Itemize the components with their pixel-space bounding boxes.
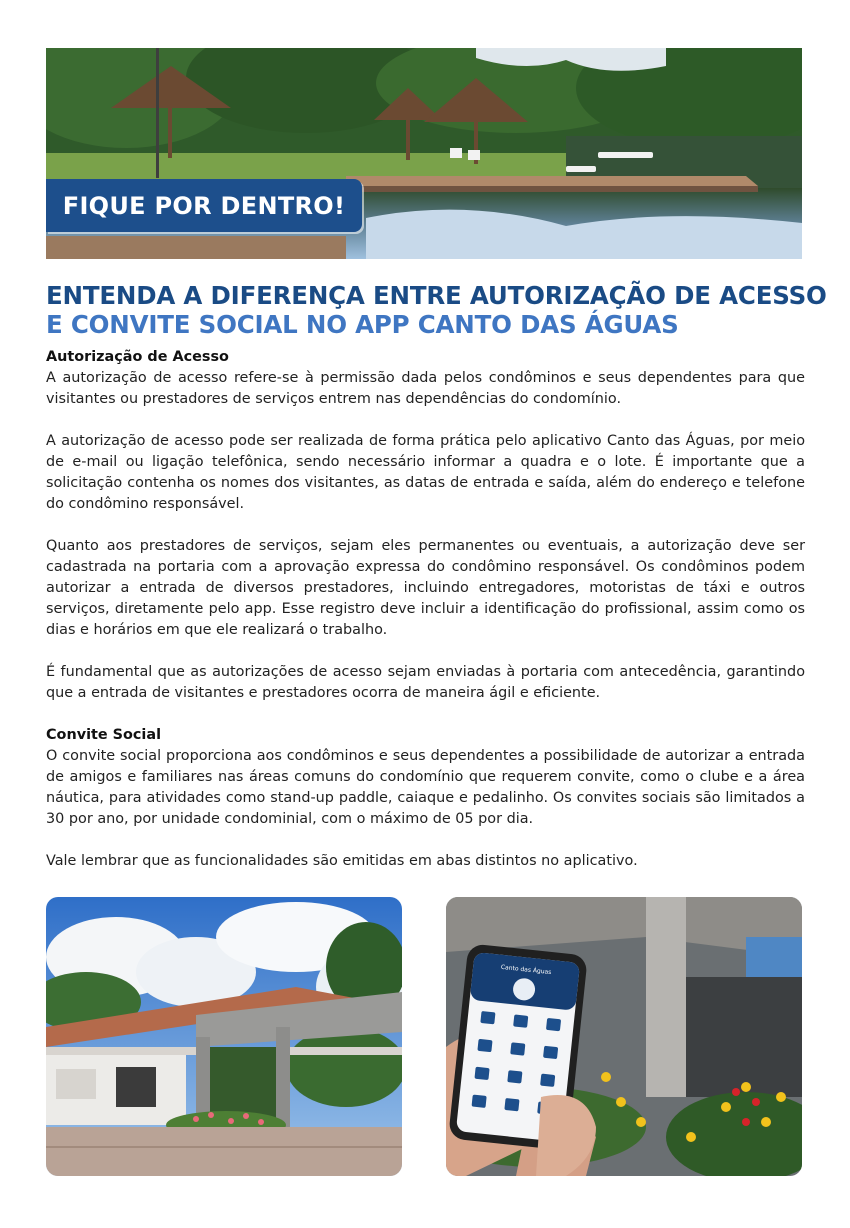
section-heading-social: Convite Social [46, 727, 162, 743]
access-paragraph-2: A autorização de acesso pode ser realizada de forma prática pelo aplicativo Canto das Águas, por meio de e-mail ou ligação telefônica, sendo necessário informar a quadra e o lote. É importante que a solicitação contenha os nomes dos visitantes, as datas de entrada e saída, além do endereço e telefone do condômino responsável. [46, 433, 805, 512]
access-paragraph-3: Quanto aos prestadores de serviços, sejam eles permanentes ou eventuais, a autorização deve ser cadastrada na portaria com a aprovação expressa do condômino responsável. Os condôminos podem autorizar a entrada de diversos prestadores, incluindo entregadores, motoristas de táxi e outros serviços, diretamente pelo app. Esse registro deve incluir a identificação do profissional, assim como os dias e horários em que ele realizará o trabalho. [46, 538, 805, 638]
headline-line-2: E CONVITE SOCIAL NO APP CANTO DAS ÁGUAS [46, 310, 679, 339]
social-paragraph-2: Vale lembrar que as funcionalidades são emitidas em abas distintos no aplicativo. [46, 853, 638, 869]
app-phone-photo [446, 897, 802, 1176]
headline-line-1: ENTENDA A DIFERENÇA ENTRE AUTORIZAÇÃO DE ACESSO [46, 281, 827, 310]
gatehouse-photo [46, 897, 402, 1176]
phone-illustration [446, 897, 802, 1176]
section-heading-access: Autorização de Acesso [46, 349, 229, 365]
hero-banner-image [46, 48, 802, 259]
access-paragraph-1: A autorização de acesso refere-se à permissão dada pelos condôminos e seus dependentes para que visitantes ou prestadores de serviços entrem nas dependências do condomínio. [46, 370, 805, 407]
fique-por-dentro-badge [46, 179, 362, 232]
social-paragraph-1: O convite social proporciona aos condôminos e seus dependentes a possibilidade de autorizar a entrada de amigos e familiares nas áreas comuns do condomínio que requerem convite, como o clube e a área náutica, para atividades como stand-up paddle, caiaque e pedalinho. Os convites sociais são limitados a 30 por ano, por unidade condominial, com o máximo de 05 por dia. [46, 748, 805, 827]
gatehouse-illustration [46, 897, 402, 1176]
access-paragraph-4: É fundamental que as autorizações de acesso sejam enviadas à portaria com antecedência, garantindo que a entrada de visitantes e prestadores ocorra de maneira ágil e eficiente. [46, 664, 805, 701]
article-body [46, 347, 805, 893]
app-title-text: Canto das Águas [500, 963, 552, 977]
badge-text: FIQUE POR DENTRO! [62, 191, 346, 220]
headline [46, 281, 827, 339]
